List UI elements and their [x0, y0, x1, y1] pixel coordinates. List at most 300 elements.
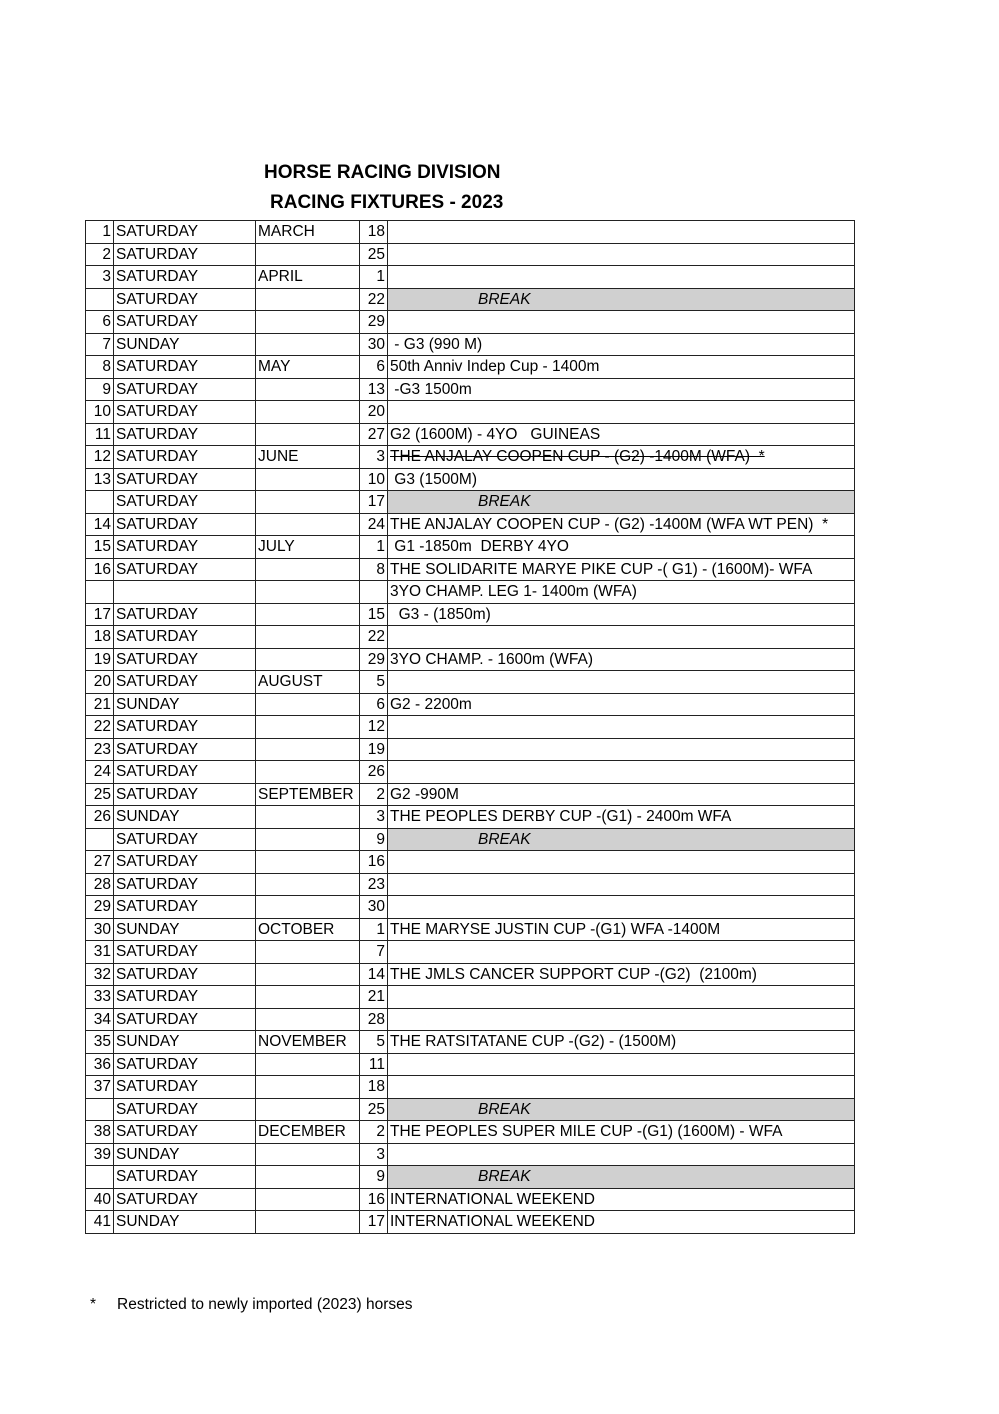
- cell-event: [388, 806, 855, 829]
- event-label: G2 -990M: [390, 785, 459, 803]
- cell-month: AUGUST: [256, 671, 360, 694]
- cell-month: [256, 1053, 360, 1076]
- table-row: [86, 738, 855, 761]
- cell-event: [388, 626, 855, 649]
- cell-num: [86, 828, 114, 851]
- cell-date: 7: [360, 941, 388, 964]
- cell-num: 11: [86, 423, 114, 446]
- event-label: -G3 1500m: [390, 380, 472, 398]
- cell-day: SATURDAY: [114, 783, 256, 806]
- cell-day: SUNDAY: [114, 333, 256, 356]
- table-row: [86, 761, 855, 784]
- page-subtitle: RACING FIXTURES - 2023: [270, 192, 504, 213]
- cell-event: [388, 1143, 855, 1166]
- cell-num: 8: [86, 356, 114, 379]
- event-label: INTERNATIONAL WEEKEND: [390, 1213, 595, 1231]
- event-label: 3YO CHAMP. LEG 1- 1400m (WFA): [390, 583, 637, 601]
- cell-month: [256, 648, 360, 671]
- cell-date: 26: [360, 761, 388, 784]
- cell-month: [256, 693, 360, 716]
- table-row: [86, 243, 855, 266]
- cell-month: [256, 423, 360, 446]
- cell-month: SEPTEMBER: [256, 783, 360, 806]
- event-label: THE SOLIDARITE MARYE PIKE CUP -( G1) - (1600M)- WFA: [390, 560, 813, 578]
- cell-event: [388, 941, 855, 964]
- cell-day: SATURDAY: [114, 716, 256, 739]
- cell-date: 6: [360, 356, 388, 379]
- cell-num: 12: [86, 446, 114, 469]
- cell-month: [256, 401, 360, 424]
- cell-num: 27: [86, 851, 114, 874]
- table-row: [86, 1031, 855, 1054]
- cell-day: SATURDAY: [114, 356, 256, 379]
- cell-day: SATURDAY: [114, 738, 256, 761]
- table-row: [86, 693, 855, 716]
- cell-num: 18: [86, 626, 114, 649]
- cell-event: [388, 671, 855, 694]
- cell-day: SATURDAY: [114, 558, 256, 581]
- cell-month: NOVEMBER: [256, 1031, 360, 1054]
- table-row: [86, 446, 855, 469]
- cell-day: SATURDAY: [114, 761, 256, 784]
- cell-day: [114, 581, 256, 604]
- cell-num: 35: [86, 1031, 114, 1054]
- cell-day: SATURDAY: [114, 311, 256, 334]
- cell-event: [388, 1121, 855, 1144]
- event-label: THE RATSITATANE CUP -(G2) - (1500M): [390, 1033, 677, 1051]
- cell-month: [256, 311, 360, 334]
- table-row: [86, 513, 855, 536]
- cell-month: [256, 716, 360, 739]
- cell-event: [388, 761, 855, 784]
- cell-event: [388, 558, 855, 581]
- cell-num: [86, 1166, 114, 1189]
- event-label: 3YO CHAMP. - 1600m (WFA): [390, 650, 593, 668]
- table-row: [86, 401, 855, 424]
- cell-day: SATURDAY: [114, 828, 256, 851]
- table-row: [86, 288, 855, 311]
- cell-num: 15: [86, 536, 114, 559]
- cell-day: SUNDAY: [114, 1031, 256, 1054]
- cell-month: [256, 806, 360, 829]
- cell-month: [256, 873, 360, 896]
- cell-month: [256, 626, 360, 649]
- cell-day: SATURDAY: [114, 648, 256, 671]
- cell-month: [256, 1076, 360, 1099]
- cell-day: SATURDAY: [114, 221, 256, 244]
- table-row: [86, 423, 855, 446]
- cell-num: 33: [86, 986, 114, 1009]
- cell-day: SATURDAY: [114, 1166, 256, 1189]
- cell-month: [256, 378, 360, 401]
- break-label: BREAK: [478, 290, 531, 308]
- cell-num: 19: [86, 648, 114, 671]
- event-label: THE MARYSE JUSTIN CUP -(G1) WFA -1400M: [390, 920, 721, 938]
- cell-month: [256, 761, 360, 784]
- cell-month: APRIL: [256, 266, 360, 289]
- cell-date: 22: [360, 626, 388, 649]
- break-label: BREAK: [478, 830, 531, 848]
- cell-date: 23: [360, 873, 388, 896]
- cell-event: [388, 356, 855, 379]
- cell-date: 16: [360, 1188, 388, 1211]
- cell-date: 29: [360, 311, 388, 334]
- table-row: [86, 1143, 855, 1166]
- cell-date: 2: [360, 783, 388, 806]
- cell-num: [86, 288, 114, 311]
- table-row: [86, 333, 855, 356]
- cell-month: MAY: [256, 356, 360, 379]
- cell-date: 10: [360, 468, 388, 491]
- cell-date: 17: [360, 491, 388, 514]
- cell-month: [256, 896, 360, 919]
- cell-date: 29: [360, 648, 388, 671]
- cell-day: SATURDAY: [114, 1121, 256, 1144]
- cell-month: OCTOBER: [256, 918, 360, 941]
- cell-date: 30: [360, 333, 388, 356]
- cell-month: [256, 828, 360, 851]
- break-label: BREAK: [478, 1168, 531, 1186]
- cell-day: SUNDAY: [114, 1211, 256, 1234]
- cell-day: SATURDAY: [114, 468, 256, 491]
- table-row: [86, 1008, 855, 1031]
- cell-month: JUNE: [256, 446, 360, 469]
- footnote-text: Restricted to newly imported (2023) horses: [117, 1296, 413, 1313]
- cell-date: [360, 581, 388, 604]
- cell-date: 3: [360, 1143, 388, 1166]
- cell-event: [388, 513, 855, 536]
- cell-day: SATURDAY: [114, 243, 256, 266]
- cell-event: [388, 648, 855, 671]
- cell-event: [388, 1166, 855, 1189]
- cell-date: 17: [360, 1211, 388, 1234]
- cell-event: [388, 693, 855, 716]
- table-row: [86, 918, 855, 941]
- table-row: [86, 963, 855, 986]
- event-label: G1 -1850m DERBY 4YO: [390, 538, 569, 556]
- cell-date: 9: [360, 1166, 388, 1189]
- cell-date: 21: [360, 986, 388, 1009]
- cell-num: 7: [86, 333, 114, 356]
- cell-month: MARCH: [256, 221, 360, 244]
- cell-num: 13: [86, 468, 114, 491]
- table-row: [86, 851, 855, 874]
- cell-event: [388, 468, 855, 491]
- event-label: THE JMLS CANCER SUPPORT CUP -(G2) (2100m): [390, 965, 757, 983]
- cell-num: [86, 581, 114, 604]
- cell-date: 24: [360, 513, 388, 536]
- cell-date: 18: [360, 1076, 388, 1099]
- table-row: [86, 986, 855, 1009]
- fixtures-table: [85, 220, 855, 1234]
- cell-num: 31: [86, 941, 114, 964]
- cell-date: 18: [360, 221, 388, 244]
- cell-event: [388, 401, 855, 424]
- cell-num: 20: [86, 671, 114, 694]
- cell-month: [256, 491, 360, 514]
- cell-num: 14: [86, 513, 114, 536]
- cell-event: [388, 491, 855, 514]
- cell-date: 3: [360, 806, 388, 829]
- cell-month: [256, 603, 360, 626]
- table-row: [86, 378, 855, 401]
- table-row: [86, 536, 855, 559]
- cell-month: [256, 738, 360, 761]
- cell-num: 30: [86, 918, 114, 941]
- cell-num: 26: [86, 806, 114, 829]
- cell-event: [388, 1008, 855, 1031]
- cell-date: 30: [360, 896, 388, 919]
- cell-event: [388, 738, 855, 761]
- cell-day: SATURDAY: [114, 266, 256, 289]
- cell-month: [256, 986, 360, 1009]
- cell-month: JULY: [256, 536, 360, 559]
- table-row: [86, 941, 855, 964]
- table-row: [86, 311, 855, 334]
- cell-event: [388, 581, 855, 604]
- break-label: BREAK: [478, 493, 531, 511]
- table-row: [86, 468, 855, 491]
- cell-month: [256, 1098, 360, 1121]
- cell-event: [388, 603, 855, 626]
- cell-event: [388, 918, 855, 941]
- table-row: [86, 671, 855, 694]
- cell-date: 20: [360, 401, 388, 424]
- cell-day: SATURDAY: [114, 1188, 256, 1211]
- table-row: [86, 266, 855, 289]
- cell-num: 25: [86, 783, 114, 806]
- event-label: G2 - 2200m: [390, 695, 472, 713]
- cell-month: [256, 243, 360, 266]
- cell-num: 40: [86, 1188, 114, 1211]
- cell-month: [256, 851, 360, 874]
- event-label: INTERNATIONAL WEEKEND: [390, 1190, 595, 1208]
- cell-num: 10: [86, 401, 114, 424]
- cell-date: 12: [360, 716, 388, 739]
- cell-month: [256, 468, 360, 491]
- table-row: [86, 783, 855, 806]
- table-row: [86, 716, 855, 739]
- cell-day: SATURDAY: [114, 941, 256, 964]
- table-row: [86, 828, 855, 851]
- fixtures-body: [86, 221, 855, 1234]
- event-label: G3 (1500M): [390, 470, 478, 488]
- cell-day: SATURDAY: [114, 851, 256, 874]
- cell-num: 34: [86, 1008, 114, 1031]
- cell-event: [388, 1031, 855, 1054]
- cell-date: 5: [360, 1031, 388, 1054]
- cell-date: 22: [360, 288, 388, 311]
- cell-day: SATURDAY: [114, 423, 256, 446]
- cell-date: 25: [360, 1098, 388, 1121]
- cell-day: SATURDAY: [114, 491, 256, 514]
- cell-day: SATURDAY: [114, 446, 256, 469]
- cell-day: SUNDAY: [114, 693, 256, 716]
- cell-day: SATURDAY: [114, 378, 256, 401]
- cell-event: [388, 1076, 855, 1099]
- cell-date: 25: [360, 243, 388, 266]
- cell-event: [388, 828, 855, 851]
- table-row: [86, 356, 855, 379]
- table-row: [86, 1076, 855, 1099]
- table-row: [86, 1053, 855, 1076]
- event-label: - G3 (990 M): [390, 335, 483, 353]
- break-label: BREAK: [478, 1100, 531, 1118]
- cell-num: 24: [86, 761, 114, 784]
- cell-num: 32: [86, 963, 114, 986]
- cell-date: 5: [360, 671, 388, 694]
- cell-num: 6: [86, 311, 114, 334]
- cell-event: [388, 1098, 855, 1121]
- table-row: [86, 491, 855, 514]
- cell-num: 16: [86, 558, 114, 581]
- table-row: [86, 558, 855, 581]
- cell-num: 39: [86, 1143, 114, 1166]
- cell-day: SATURDAY: [114, 963, 256, 986]
- cell-day: SATURDAY: [114, 626, 256, 649]
- table-row: [86, 1121, 855, 1144]
- cell-date: 1: [360, 536, 388, 559]
- cell-event: [388, 221, 855, 244]
- cell-month: [256, 581, 360, 604]
- cell-num: [86, 1098, 114, 1121]
- cell-day: SATURDAY: [114, 536, 256, 559]
- cell-date: 19: [360, 738, 388, 761]
- table-row: [86, 1188, 855, 1211]
- cell-num: 38: [86, 1121, 114, 1144]
- cell-num: 23: [86, 738, 114, 761]
- cell-day: SUNDAY: [114, 806, 256, 829]
- event-label: G3 - (1850m): [390, 605, 491, 623]
- cell-month: [256, 1166, 360, 1189]
- cell-month: DECEMBER: [256, 1121, 360, 1144]
- footnote: [90, 1296, 413, 1314]
- cell-month: [256, 288, 360, 311]
- table-row: [86, 648, 855, 671]
- cell-day: SATURDAY: [114, 896, 256, 919]
- footnote-symbol: *: [90, 1296, 97, 1313]
- cell-num: 36: [86, 1053, 114, 1076]
- cell-event: [388, 896, 855, 919]
- cell-num: 9: [86, 378, 114, 401]
- table-row: [86, 1098, 855, 1121]
- cell-day: SATURDAY: [114, 873, 256, 896]
- cell-month: [256, 941, 360, 964]
- cell-day: SATURDAY: [114, 603, 256, 626]
- cell-date: 6: [360, 693, 388, 716]
- table-row: [86, 873, 855, 896]
- cell-event: [388, 1053, 855, 1076]
- cell-date: 14: [360, 963, 388, 986]
- cell-date: 13: [360, 378, 388, 401]
- event-label: THE ANJALAY COOPEN CUP - (G2) -1400M (WFA) *: [390, 448, 765, 466]
- cell-num: 29: [86, 896, 114, 919]
- cell-num: 17: [86, 603, 114, 626]
- table-row: [86, 806, 855, 829]
- cell-num: 2: [86, 243, 114, 266]
- cell-event: [388, 266, 855, 289]
- cell-event: [388, 423, 855, 446]
- event-label: THE ANJALAY COOPEN CUP - (G2) -1400M (WFA WT PEN) *: [390, 515, 829, 533]
- cell-event: [388, 333, 855, 356]
- cell-day: SUNDAY: [114, 1143, 256, 1166]
- cell-num: 28: [86, 873, 114, 896]
- cell-date: 9: [360, 828, 388, 851]
- cell-month: [256, 1188, 360, 1211]
- cell-date: 1: [360, 918, 388, 941]
- table-row: [86, 221, 855, 244]
- event-label: THE PEOPLES SUPER MILE CUP -(G1) (1600M) - WFA: [390, 1123, 783, 1141]
- cell-day: SATURDAY: [114, 671, 256, 694]
- cell-month: [256, 1008, 360, 1031]
- page-title: HORSE RACING DIVISION: [264, 162, 501, 183]
- cell-date: 15: [360, 603, 388, 626]
- table-row: [86, 603, 855, 626]
- cell-event: [388, 783, 855, 806]
- cell-date: 28: [360, 1008, 388, 1031]
- cell-date: 11: [360, 1053, 388, 1076]
- cell-month: [256, 1211, 360, 1234]
- cell-date: 3: [360, 446, 388, 469]
- cell-num: 1: [86, 221, 114, 244]
- cell-event: [388, 446, 855, 469]
- cell-event: [388, 311, 855, 334]
- cell-day: SATURDAY: [114, 986, 256, 1009]
- cell-month: [256, 333, 360, 356]
- cell-event: [388, 536, 855, 559]
- cell-event: [388, 873, 855, 896]
- cell-day: SATURDAY: [114, 1098, 256, 1121]
- cell-num: 41: [86, 1211, 114, 1234]
- cell-num: 22: [86, 716, 114, 739]
- cell-date: 2: [360, 1121, 388, 1144]
- cell-event: [388, 851, 855, 874]
- cell-day: SATURDAY: [114, 1008, 256, 1031]
- table-row: [86, 626, 855, 649]
- cell-day: SUNDAY: [114, 918, 256, 941]
- cell-event: [388, 1211, 855, 1234]
- cell-event: [388, 716, 855, 739]
- event-label: G2 (1600M) - 4YO GUINEAS: [390, 425, 601, 443]
- cell-day: SATURDAY: [114, 1076, 256, 1099]
- cell-event: [388, 986, 855, 1009]
- cell-month: [256, 963, 360, 986]
- table-row: [86, 581, 855, 604]
- cell-num: 21: [86, 693, 114, 716]
- event-label: 50th Anniv Indep Cup - 1400m: [390, 358, 600, 376]
- cell-day: SATURDAY: [114, 401, 256, 424]
- cell-event: [388, 1188, 855, 1211]
- cell-month: [256, 558, 360, 581]
- cell-num: [86, 491, 114, 514]
- cell-event: [388, 243, 855, 266]
- event-label: THE PEOPLES DERBY CUP -(G1) - 2400m WFA: [390, 808, 732, 826]
- cell-event: [388, 963, 855, 986]
- cell-day: SATURDAY: [114, 513, 256, 536]
- cell-month: [256, 1143, 360, 1166]
- cell-date: 27: [360, 423, 388, 446]
- cell-date: 1: [360, 266, 388, 289]
- cell-month: [256, 513, 360, 536]
- cell-num: 3: [86, 266, 114, 289]
- table-row: [86, 1211, 855, 1234]
- table-row: [86, 896, 855, 919]
- cell-day: SATURDAY: [114, 288, 256, 311]
- cell-num: 37: [86, 1076, 114, 1099]
- cell-date: 16: [360, 851, 388, 874]
- cell-event: [388, 288, 855, 311]
- table-row: [86, 1166, 855, 1189]
